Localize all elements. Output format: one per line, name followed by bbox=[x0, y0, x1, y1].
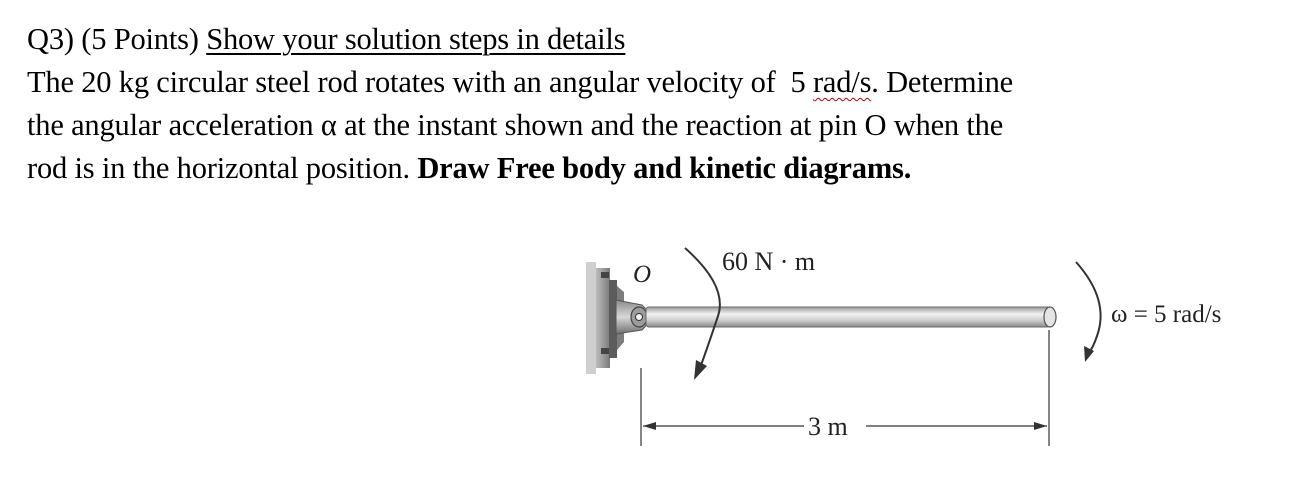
question-line-2: the angular acceleration α at the instant shown and the reaction at pin O when the bbox=[27, 108, 1004, 142]
moment-label: 60 N · m bbox=[722, 247, 816, 276]
pin-bracket bbox=[616, 300, 649, 334]
question-diagram-instruction: Draw Free body and kinetic diagrams. bbox=[417, 151, 912, 185]
question-line-3-text: rod is in the horizontal position. bbox=[27, 151, 410, 185]
question-label: Q3) bbox=[27, 22, 74, 56]
rod bbox=[646, 307, 1056, 327]
length-label: 3 m bbox=[808, 412, 848, 441]
question-instruction: Show your solution steps in details bbox=[206, 22, 626, 56]
pin-label: O bbox=[633, 261, 652, 288]
question-omega-value: 5 bbox=[790, 65, 806, 99]
question-line-1-text: The 20 kg circular steel rod rotates with an angular velocity of bbox=[27, 65, 776, 99]
angular-velocity-arrow bbox=[1076, 262, 1101, 362]
omega-label: ω = 5 rad/s bbox=[1111, 301, 1222, 328]
question-points: (5 Points) bbox=[81, 22, 199, 56]
question-line-1-end: . Determine bbox=[871, 65, 1014, 99]
question-omega-unit: rad/s bbox=[812, 65, 872, 99]
